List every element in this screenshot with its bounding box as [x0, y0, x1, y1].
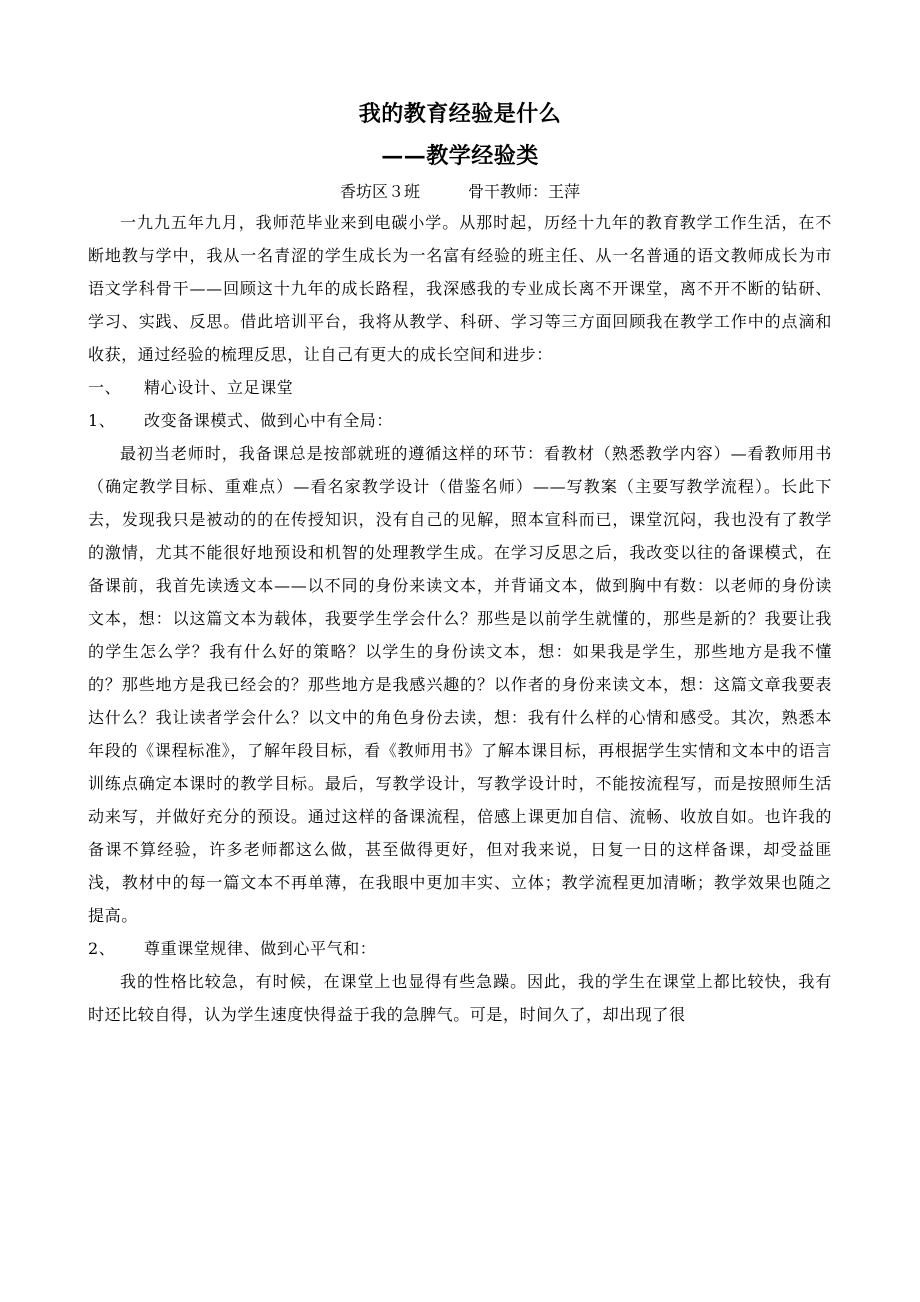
subsection-heading-2 — [88, 932, 832, 965]
subsection-label: 改变备课模式、做到心中有全局： — [144, 411, 394, 430]
body-paragraph-1: 最初当老师时，我备课总是按部就班的遵循这样的环节：看教材（熟悉教学内容）—看教师用书（确定教学目标、重难点）—看名家教学设计（借鉴名师）——写教案（主要写教学流程）。长此下去，发现我只是被动的的在传授知识，没有自己的见解，照本宣科而已，课堂沉闷，我也没有了教学的激情，尤其不能很好地预设和机智的处理教学生成。在学习反思之后，我改变以往的备课模式，在备课前，我首先读透文本——以不同的身份来读文本，并背诵文本，做到胸中有数：以老师的身份读文本，想：以这篇文本为载体，我要学生学会什么？那些是以前学生就懂的，那些是新的？我要让我的学生怎么学？我有什么好的策略？以学生的身份读文本，想：如果我是学生，那些地方是我不懂的？那些地方是我已经会的？那些地方是我感兴趣的？以作者的身份来读文本，想：这篇文章我要表达什么？我让读者学会什么？以文中的角色身份去读，想：我有什么样的心情和感受。其次，熟悉本年段的《课程标准》，了解年段目标，看《教师用书》了解本课目标，再根据学生实情和文本中的语言训练点确定本课时的教学目标。最后，写教学设计，写教学设计时，不能按流程写，而是按照师生活动来写，并做好充分的预设。通过这样的备课流程，倍感上课更加自信、流畅、收放自如。也许我的备课不算经验，许多老师都这么做，甚至做得更好，但对我来说，日复一日的这样备课，却受益匪浅，教材中的每一篇文本不再单薄，在我眼中更加丰实、立体；教学流程更加清晰；教学效果也随之提高。 — [88, 444, 832, 925]
subsection-number: 2、 — [88, 939, 116, 958]
section-heading-1 — [88, 371, 832, 404]
subsection-number: 1、 — [88, 411, 116, 430]
section-number: 一、 — [88, 378, 122, 397]
section-label: 精心设计、立足课堂 — [144, 378, 294, 397]
document-page — [88, 94, 832, 1031]
author-byline: 香坊区３班 骨干教师：王萍 — [339, 182, 580, 201]
document-title: 我的教育经验是什么 — [358, 101, 562, 127]
subsection-heading-1 — [88, 404, 832, 437]
subsection-label: 尊重课堂规律、做到心平气和： — [144, 939, 377, 958]
body-paragraph-2: 我的性格比较急，有时候，在课堂上也显得有些急躁。因此，我的学生在课堂上都比较快，我有时还比较自得，认为学生速度快得益于我的急脾气。可是，时间久了，却出现了很 — [88, 972, 832, 1024]
document-subtitle: ——教学经验类 — [381, 143, 539, 169]
intro-paragraph: 一九九五年九月，我师范毕业来到电碳小学。从那时起，历经十九年的教育教学工作生活，在不断地教与学中，我从一名青涩的学生成长为一名富有经验的班主任、从一名普通的语文教师成长为市语文学科骨干——回顾这十九年的成长路程，我深感我的专业成长离不开课堂，离不开不断的钻研、学习、实践、反思。借此培训平台，我将从教学、科研、学习等三方面回顾我在教学工作中的点滴和收获，通过经验的梳理反思，让自己有更大的成长空间和进步： — [88, 213, 832, 364]
